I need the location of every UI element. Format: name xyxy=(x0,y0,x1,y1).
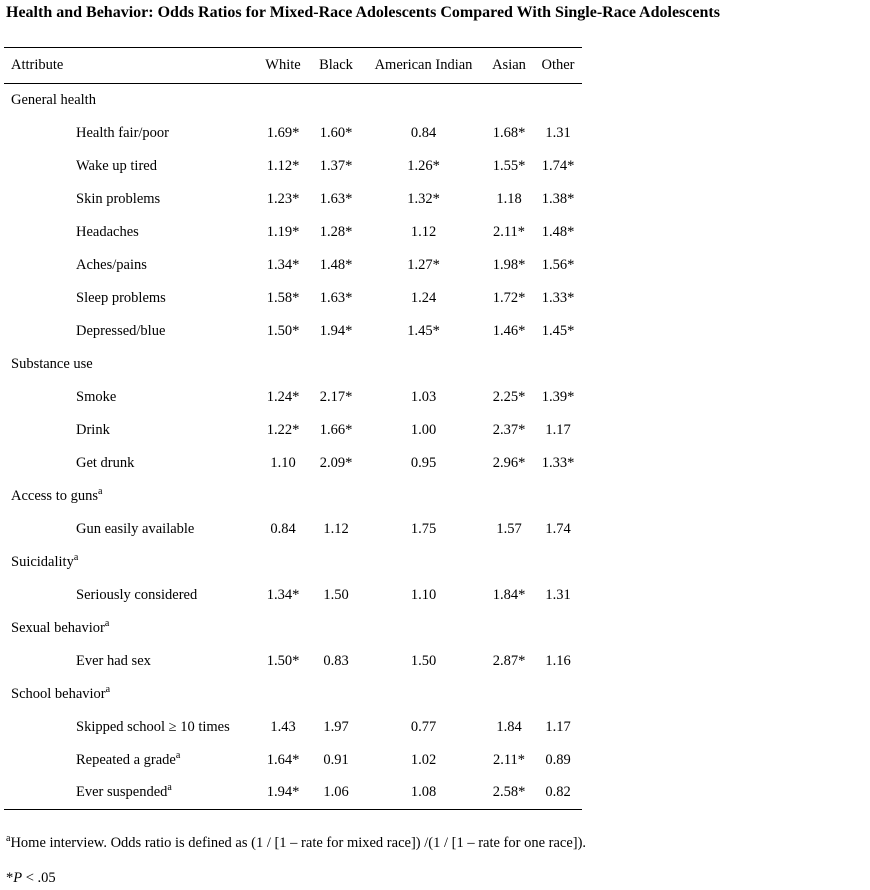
cell-white xyxy=(257,480,309,513)
label-text: Gun easily available xyxy=(76,520,195,537)
cell-black xyxy=(309,480,363,513)
table-row xyxy=(4,711,582,744)
footnote-marker: a xyxy=(73,551,79,563)
cell-white: 1.58* xyxy=(266,289,300,306)
cell-asian: 2.96* xyxy=(492,454,526,471)
cell-other: 1.16 xyxy=(545,652,571,669)
column-header-other: Other xyxy=(541,57,575,73)
table-row xyxy=(4,777,582,810)
cell-asian: 1.57 xyxy=(496,520,522,537)
column-header-white: White xyxy=(265,57,301,73)
cell-american-indian: 1.24 xyxy=(410,289,437,306)
label-text: Smoke xyxy=(76,388,117,405)
cell-black: 1.97 xyxy=(323,718,349,735)
label-text: Skipped school ≥ 10 times xyxy=(76,718,230,735)
significance-p: P xyxy=(13,870,23,886)
cell-white: 1.64* xyxy=(266,751,300,768)
cell-american-indian: 1.10 xyxy=(410,586,437,603)
cell-asian: 1.84 xyxy=(496,718,522,735)
attribute-label xyxy=(4,216,257,249)
cell-asian xyxy=(484,546,534,579)
attribute-label xyxy=(4,579,257,612)
category-row xyxy=(4,612,582,645)
cell-black: 2.09* xyxy=(319,454,353,471)
attribute-label xyxy=(4,150,257,183)
cell-other: 1.45* xyxy=(541,322,575,339)
category-row xyxy=(4,84,582,117)
cell-other: 1.39* xyxy=(541,388,575,405)
cell-white: 1.34* xyxy=(266,586,300,603)
table-row xyxy=(4,315,582,348)
significance-note xyxy=(6,870,56,887)
cell-white xyxy=(257,612,309,645)
table-row xyxy=(4,216,582,249)
cell-other: 1.17 xyxy=(545,421,571,438)
cell-black: 0.83 xyxy=(323,652,349,669)
label-text: Ever suspended xyxy=(76,784,168,801)
cell-white: 0.84 xyxy=(270,520,296,537)
header-row xyxy=(4,48,582,84)
category-label xyxy=(4,612,257,645)
cell-american-indian: 1.75 xyxy=(410,520,437,537)
label-text: Access to guns xyxy=(11,487,98,504)
cell-white: 1.22* xyxy=(266,421,300,438)
footnote-marker: a xyxy=(104,617,110,629)
attribute-label xyxy=(4,711,257,744)
column-header-american-indian: American Indian xyxy=(374,57,473,73)
cell-american-indian: 1.26* xyxy=(407,157,440,174)
cell-asian: 2.87* xyxy=(492,652,526,669)
cell-other xyxy=(534,678,582,711)
cell-other: 1.56* xyxy=(541,256,575,273)
cell-white: 1.50* xyxy=(266,322,300,339)
table-row xyxy=(4,117,582,150)
cell-other: 1.33* xyxy=(541,454,575,471)
cell-american-indian xyxy=(363,348,484,381)
cell-other: 0.82 xyxy=(545,784,571,801)
label-text: General health xyxy=(11,91,96,108)
cell-white xyxy=(257,678,309,711)
cell-black: 1.28* xyxy=(319,223,353,240)
cell-american-indian: 1.00 xyxy=(410,421,437,438)
label-text: Get drunk xyxy=(76,454,135,471)
label-text: Wake up tired xyxy=(76,157,157,174)
cell-white: 1.94* xyxy=(266,784,300,801)
category-label xyxy=(4,348,257,381)
label-text: Substance use xyxy=(11,355,93,372)
table-row xyxy=(4,414,582,447)
attribute-label xyxy=(4,282,257,315)
cell-other: 1.31 xyxy=(545,586,571,603)
cell-other: 1.74* xyxy=(541,157,575,174)
cell-other xyxy=(534,546,582,579)
table-row xyxy=(4,183,582,216)
attribute-label xyxy=(4,183,257,216)
cell-black: 1.60* xyxy=(319,124,353,141)
table-row xyxy=(4,744,582,777)
cell-black: 1.06 xyxy=(323,784,349,801)
cell-american-indian xyxy=(363,84,484,117)
cell-black: 1.37* xyxy=(319,157,353,174)
cell-american-indian: 1.45* xyxy=(407,322,440,339)
cell-other: 1.74 xyxy=(545,520,571,537)
footnote xyxy=(6,835,586,852)
cell-asian: 2.25* xyxy=(492,388,526,405)
footnote-marker: a xyxy=(98,485,103,497)
attribute-label xyxy=(4,381,257,414)
label-text: Ever had sex xyxy=(76,652,151,669)
footnote-marker: a xyxy=(105,683,111,695)
cell-asian: 1.98* xyxy=(492,256,526,273)
cell-asian xyxy=(484,612,534,645)
table-row xyxy=(4,150,582,183)
cell-asian: 2.58* xyxy=(492,784,526,801)
footnote-marker: a xyxy=(6,833,11,844)
label-text: Suicidality xyxy=(11,553,74,570)
footnote-text: Home interview. Odds ratio is defined as (1 / [1 – rate for mixed race]) /(1 / [1 – rate for one race]). xyxy=(10,835,587,851)
cell-other: 0.89 xyxy=(545,751,571,768)
cell-black: 1.63* xyxy=(319,289,353,306)
label-text: Seriously considered xyxy=(76,586,198,603)
cell-white xyxy=(257,84,309,117)
attribute-label xyxy=(4,744,257,777)
cell-other xyxy=(534,480,582,513)
cell-other xyxy=(534,84,582,117)
odds-ratio-table xyxy=(4,47,582,810)
cell-white: 1.23* xyxy=(266,190,300,207)
category-row xyxy=(4,348,582,381)
table-row xyxy=(4,381,582,414)
cell-american-indian: 1.03 xyxy=(410,388,437,405)
table-row xyxy=(4,447,582,480)
table-title: Health and Behavior: Odds Ratios for Mixed-Race Adolescents Compared With Single-Race Adolescents xyxy=(6,4,720,21)
cell-black xyxy=(309,546,363,579)
cell-asian: 2.11* xyxy=(492,223,526,240)
cell-other: 1.17 xyxy=(545,718,571,735)
significance-star: * xyxy=(6,870,14,886)
column-header-attribute: Attribute xyxy=(11,57,64,73)
cell-other: 1.33* xyxy=(541,289,575,306)
category-row xyxy=(4,480,582,513)
label-text: Drink xyxy=(76,421,110,438)
table-row xyxy=(4,513,582,546)
column-header-black: Black xyxy=(319,57,353,73)
cell-asian: 1.18 xyxy=(496,190,522,207)
cell-other: 1.31 xyxy=(545,124,571,141)
cell-black: 1.48* xyxy=(319,256,353,273)
cell-asian xyxy=(484,678,534,711)
cell-black: 1.94* xyxy=(319,322,353,339)
cell-black: 0.91 xyxy=(323,751,349,768)
cell-other: 1.48* xyxy=(541,223,575,240)
label-text: Health fair/poor xyxy=(76,124,170,141)
cell-black: 1.50 xyxy=(323,586,349,603)
table-row xyxy=(4,579,582,612)
cell-black xyxy=(309,84,363,117)
cell-american-indian xyxy=(363,480,484,513)
label-text: Depressed/blue xyxy=(76,322,166,339)
table-row xyxy=(4,282,582,315)
cell-american-indian xyxy=(363,612,484,645)
attribute-label xyxy=(4,513,257,546)
cell-other xyxy=(534,348,582,381)
cell-asian: 1.72* xyxy=(492,289,526,306)
table-row xyxy=(4,645,582,678)
cell-american-indian: 1.02 xyxy=(410,751,437,768)
cell-white: 1.43 xyxy=(270,718,296,735)
cell-white: 1.19* xyxy=(266,223,300,240)
column-header-asian: Asian xyxy=(492,57,526,73)
cell-asian: 1.84* xyxy=(492,586,526,603)
cell-black: 1.63* xyxy=(319,190,353,207)
category-label xyxy=(4,480,257,513)
label-text: Skin problems xyxy=(76,190,161,207)
cell-asian: 2.11* xyxy=(492,751,526,768)
table-row xyxy=(4,249,582,282)
significance-threshold: < .05 xyxy=(22,870,56,886)
cell-american-indian: 1.50 xyxy=(410,652,437,669)
cell-asian: 1.68* xyxy=(492,124,526,141)
cell-asian: 1.46* xyxy=(492,322,526,339)
cell-american-indian: 0.84 xyxy=(410,124,437,141)
attribute-label xyxy=(4,315,257,348)
footnote-marker: a xyxy=(167,782,172,794)
cell-white: 1.12* xyxy=(266,157,300,174)
category-label xyxy=(4,678,257,711)
label-text: Sleep problems xyxy=(76,289,166,306)
cell-white: 1.24* xyxy=(266,388,300,405)
cell-white: 1.10 xyxy=(270,454,296,471)
table-header xyxy=(4,48,582,84)
cell-black xyxy=(309,612,363,645)
attribute-label xyxy=(4,117,257,150)
category-row xyxy=(4,678,582,711)
cell-white: 1.34* xyxy=(266,256,300,273)
label-text: Aches/pains xyxy=(76,256,147,273)
cell-asian: 2.37* xyxy=(492,421,526,438)
cell-american-indian: 0.77 xyxy=(410,718,437,735)
cell-white: 1.50* xyxy=(266,652,300,669)
label-text: Repeated a grade xyxy=(76,751,176,768)
cell-white xyxy=(257,546,309,579)
label-text: School behavior xyxy=(11,685,106,702)
category-label xyxy=(4,546,257,579)
cell-other: 1.38* xyxy=(541,190,575,207)
cell-asian xyxy=(484,480,534,513)
attribute-label xyxy=(4,249,257,282)
attribute-label xyxy=(4,447,257,480)
cell-american-indian: 1.27* xyxy=(407,256,440,273)
cell-american-indian xyxy=(363,546,484,579)
attribute-label xyxy=(4,645,257,678)
label-text: Sexual behavior xyxy=(11,619,105,636)
cell-american-indian: 0.95 xyxy=(410,454,437,471)
cell-white xyxy=(257,348,309,381)
cell-asian xyxy=(484,348,534,381)
cell-black xyxy=(309,348,363,381)
attribute-label xyxy=(4,777,257,810)
cell-black: 1.12 xyxy=(323,520,349,537)
category-label xyxy=(4,84,257,117)
cell-black xyxy=(309,678,363,711)
cell-american-indian: 1.32* xyxy=(407,190,440,207)
category-row xyxy=(4,546,582,579)
attribute-label xyxy=(4,414,257,447)
cell-other xyxy=(534,612,582,645)
cell-asian: 1.55* xyxy=(492,157,526,174)
cell-black: 1.66* xyxy=(319,421,353,438)
cell-asian xyxy=(484,84,534,117)
label-text: Headaches xyxy=(76,223,139,240)
cell-white: 1.69* xyxy=(266,124,300,141)
cell-american-indian: 1.12 xyxy=(410,223,437,240)
cell-american-indian: 1.08 xyxy=(410,784,437,801)
cell-american-indian xyxy=(363,678,484,711)
cell-black: 2.17* xyxy=(319,388,353,405)
footnote-marker: a xyxy=(175,749,181,761)
table-body xyxy=(4,84,582,810)
